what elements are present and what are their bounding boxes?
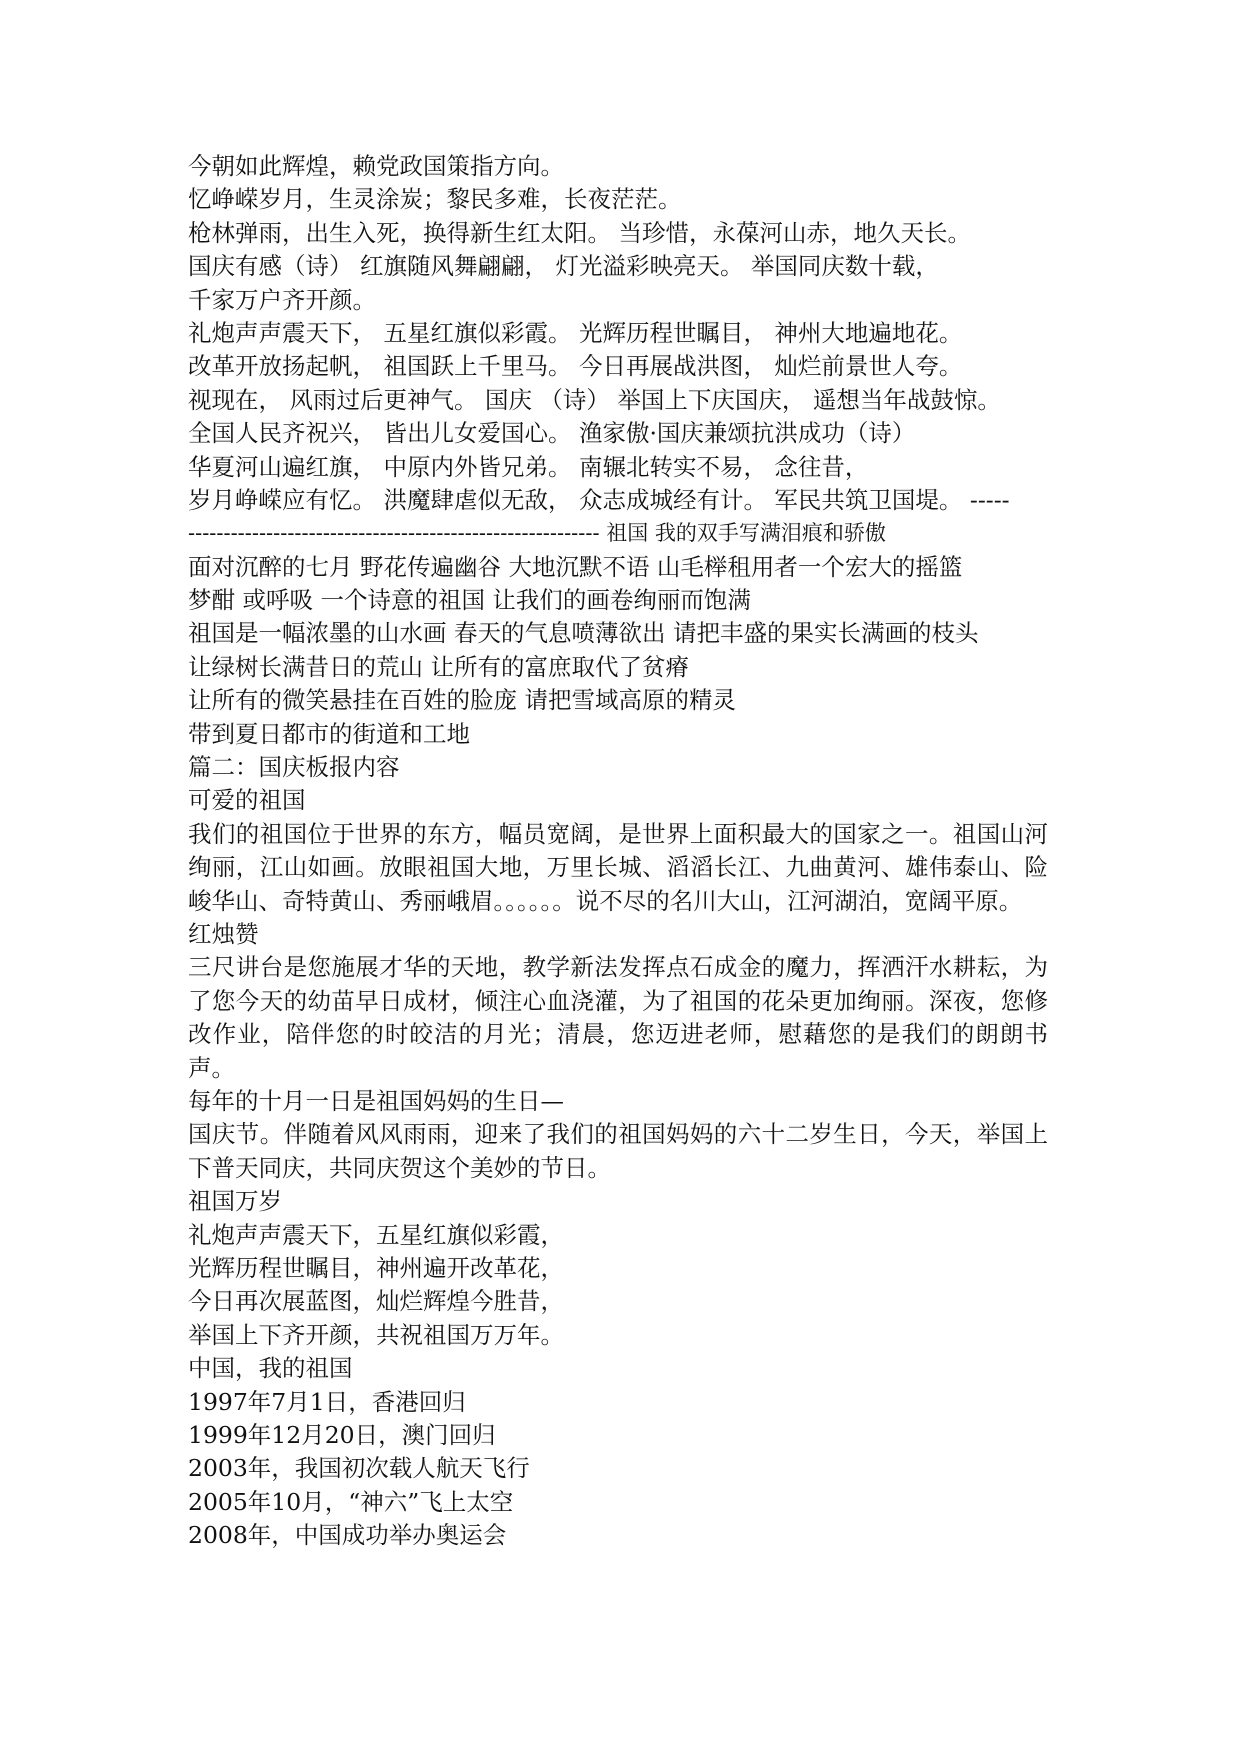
- article-title: 中国，我的祖国: [188, 1354, 353, 1383]
- poem-line: 改革开放扬起帆， 祖国跃上千里马。 今日再展战洪图， 灿烂前景世人夸。: [188, 352, 963, 381]
- poem-line: 枪林弹雨，出生入死，换得新生红太阳。 当珍惜，永葆河山赤，地久天长。: [188, 218, 971, 247]
- article-title: 可爱的祖国: [188, 786, 306, 815]
- timeline-item: 2005年10月，“神六”飞上太空: [188, 1487, 514, 1516]
- poem-line: 礼炮声声震天下， 五星红旗似彩霞。 光辉历程世瞩目， 神州大地遍地花。: [188, 318, 963, 347]
- article-paragraph-lead: 每年的十月一日是祖国妈妈的生日—: [188, 1087, 564, 1116]
- verse-line: 礼炮声声震天下，五星红旗似彩霞，: [188, 1220, 564, 1249]
- divider-line: ---------------------------------------------------------- 祖国 我的双手写满泪痕和骄傲: [188, 521, 886, 546]
- timeline-item: 1999年12月20日，澳门回归: [188, 1420, 496, 1449]
- poem-line: 千家万户齐开颜。: [188, 285, 376, 314]
- poem-line: 岁月峥嵘应有忆。 洪魔肆虐似无敌， 众志成城经有计。 军民共筑卫国堤。 -----: [188, 485, 1010, 514]
- poem-line: 面对沉醉的七月 野花传遍幽谷 大地沉默不语 山毛榉租用者一个宏大的摇篮: [188, 552, 963, 581]
- poem-line: 让绿树长满昔日的荒山 让所有的富庶取代了贫瘠: [188, 652, 689, 681]
- document-body: [188, 150, 1048, 1553]
- timeline-item: 1997年7月1日，香港回归: [188, 1387, 466, 1416]
- poem-line: 祖国是一幅浓墨的山水画 春天的气息喷薄欲出 请把丰盛的果实长满画的枝头: [188, 619, 979, 648]
- poem-line: 全国人民齐祝兴， 皆出儿女爱国心。 渔家傲·国庆兼颂抗洪成功（诗）: [188, 419, 916, 448]
- article-paragraph: 国庆节。伴随着风风雨雨，迎来了我们的祖国妈妈的六十二岁生日，今天，举国上下普天同庆，共同庆贺这个美妙的节日。: [188, 1120, 1048, 1182]
- poem-line: 视现在， 风雨过后更神气。 国庆 （诗） 举国上下庆国庆， 遥想当年战鼓惊。: [188, 385, 1001, 414]
- poem-line: 华夏河山遍红旗， 中原内外皆兄弟。 南辗北转实不易， 念往昔，: [188, 452, 869, 481]
- section-heading: 篇二：国庆板报内容: [188, 753, 400, 782]
- verse-line: 今日再次展蓝图，灿烂辉煌今胜昔，: [188, 1287, 564, 1316]
- verse-line: 举国上下齐开颜，共祝祖国万万年。: [188, 1320, 564, 1349]
- poem-line: 梦酣 或呼吸 一个诗意的祖国 让我们的画卷绚丽而饱满: [188, 586, 751, 615]
- article-paragraph: 三尺讲台是您施展才华的天地，教学新法发挥点石成金的魔力，挥洒汗水耕耘，为了您今天的幼苗早日成材，倾注心血浇灌，为了祖国的花朵更加绚丽。深夜，您修改作业，陪伴您的时皎洁的月光；清晨，您迈进老师，慰藉您的是我们的朗朗书声。: [188, 953, 1048, 1082]
- article-title: 红烛赞: [188, 920, 259, 949]
- timeline-item: 2003年，我国初次载人航天飞行: [188, 1454, 530, 1483]
- article-paragraph: 我们的祖国位于世界的东方，幅员宽阔，是世界上面积最大的国家之一。祖国山河绚丽，江山如画。放眼祖国大地，万里长城、滔滔长江、九曲黄河、雄伟泰山、险峻华山、奇特黄山、秀丽峨眉。。。。。。说不尽的名川大山，江河湖泊，宽阔平原。: [188, 819, 1048, 915]
- poem-line: 国庆有感（诗） 红旗随风舞翩翩， 灯光溢彩映亮天。 举国同庆数十载，: [188, 252, 939, 281]
- poem-line: 让所有的微笑悬挂在百姓的脸庞 请把雪域高原的精灵: [188, 686, 736, 715]
- poem-line: 带到夏日都市的街道和工地: [188, 719, 470, 748]
- poem-line: 今朝如此辉煌，赖党政国策指方向。: [188, 152, 564, 180]
- poem-line: 忆峥嵘岁月，生灵涂炭；黎民多难，长夜茫茫。: [188, 185, 682, 214]
- timeline-item: 2008年，中国成功举办奥运会: [188, 1521, 507, 1550]
- article-title: 祖国万岁: [188, 1187, 282, 1216]
- verse-line: 光辉历程世瞩目，神州遍开改革花，: [188, 1254, 564, 1283]
